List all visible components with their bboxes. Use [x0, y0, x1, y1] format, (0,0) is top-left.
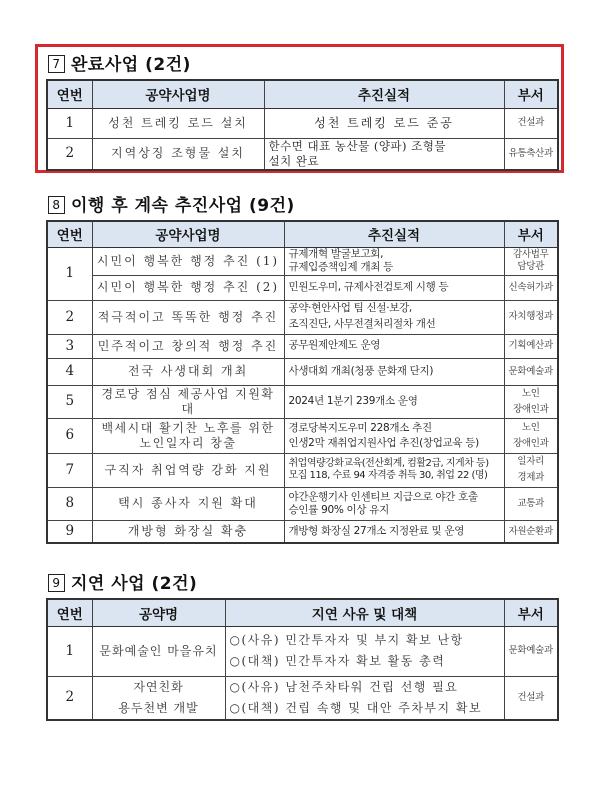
- project-name: 전국 사생대회 개최: [92, 358, 284, 385]
- project-name: 민주적이고 창의적 행정 추진: [92, 334, 284, 358]
- table-header: [47, 599, 558, 626]
- project-dept: 문화예술과: [504, 626, 558, 676]
- row-no: 2: [47, 300, 92, 334]
- ongoing-projects-table: [46, 220, 559, 544]
- project-result: 민원도우미, 규제사전검토제 시행 등: [284, 275, 504, 300]
- result-line: 모집 118, 수료 94 자격증 취득 30, 취업 22 (명): [288, 470, 488, 482]
- table-row: [47, 626, 558, 676]
- name-line: 노인일자리 창출: [139, 435, 237, 450]
- row-no: 1: [47, 626, 92, 676]
- table-row: [47, 487, 558, 520]
- reason-line: ○(사유) 민간투자자 및 부지 확보 난항: [229, 633, 464, 647]
- section-7-title-text: 완료사업 (2건): [71, 55, 191, 75]
- table-header: [47, 221, 558, 247]
- project-dept: 신속허가과: [504, 275, 558, 300]
- section-9-number-box: 9: [48, 574, 65, 592]
- header-name: 공약사업명: [92, 80, 264, 108]
- row-no: 3: [47, 334, 92, 358]
- name-line: 자연친화: [133, 679, 184, 694]
- project-name: 문화예술인 마을유치: [92, 626, 225, 676]
- delayed-projects-table: [46, 598, 559, 721]
- table-row: [47, 520, 558, 543]
- project-result: 개방형 화장실 27개소 지정완료 및 운영: [284, 520, 504, 543]
- dept-line: 노인: [521, 421, 540, 433]
- section-8-title: [48, 191, 295, 216]
- dept-line: 장애인과: [512, 403, 549, 415]
- table-row: [47, 676, 558, 720]
- row-no: 8: [47, 487, 92, 520]
- table-row: [47, 108, 558, 138]
- dept-line: 노인: [521, 387, 540, 399]
- project-name: 시민이 행복한 행정 추진 (2): [92, 275, 284, 300]
- table-row: [47, 418, 558, 453]
- header-no: 연번: [47, 80, 92, 108]
- section-9-title: [48, 569, 197, 594]
- table-row: [47, 453, 558, 487]
- project-result: [264, 138, 504, 170]
- project-result: [284, 453, 504, 487]
- reason-line: ○(사유) 남천주차타워 건립 선행 필요: [229, 679, 459, 694]
- section-9-title-text: 지연 사업 (2건): [71, 574, 198, 594]
- table-header: [47, 80, 558, 108]
- header-name: 공약사업명: [92, 221, 284, 247]
- project-dept: [504, 385, 558, 418]
- header-dept: 부서: [504, 221, 558, 247]
- row-no: 2: [47, 138, 92, 170]
- dept-line: 경제과: [517, 472, 545, 484]
- table-row: [47, 385, 558, 418]
- row-no: 4: [47, 358, 92, 385]
- project-name: [92, 676, 225, 720]
- section-8-number-box: 8: [48, 196, 65, 214]
- name-line: 백세시대 활기찬 노후를 위한: [101, 420, 275, 435]
- result-line: 승인률 90% 이상 유지: [288, 503, 389, 516]
- project-result: [284, 300, 504, 334]
- header-result: 추진실적: [264, 80, 504, 108]
- section-7-number-box: 7: [48, 55, 65, 73]
- delay-reason: [225, 676, 504, 720]
- table-row: [47, 138, 558, 170]
- row-no: 2: [47, 676, 92, 720]
- header-delay-reason: 지연 사유 및 대책: [225, 599, 504, 626]
- header-dept: 부서: [504, 599, 558, 626]
- project-result: 성천 트레킹 로드 준공: [264, 108, 504, 138]
- result-line: 경로당복지도우미 228개소 추진: [288, 421, 432, 434]
- table-row: [47, 334, 558, 358]
- project-result: [284, 418, 504, 453]
- project-dept: 교통과: [504, 487, 558, 520]
- project-name: 경로당 점심 제공사업 지원확대: [92, 385, 284, 418]
- section-8-title-text: 이행 후 계속 추진사업 (9건): [71, 196, 295, 216]
- table-row: [47, 300, 558, 334]
- project-dept: [504, 247, 558, 275]
- project-result: [284, 487, 504, 520]
- row-no: 5: [47, 385, 92, 418]
- result-line: 야간운행기사 인센티브 지급으로 야간 호출: [288, 490, 478, 503]
- countermeasure-line: ○(대책) 건립 속행 및 대안 주차부지 확보: [229, 700, 483, 715]
- result-line: 취업역량강화교육(전산회계, 컴활2급, 지게차 등): [288, 457, 489, 469]
- project-dept: [504, 418, 558, 453]
- project-name: 구직자 취업역량 강화 지원: [92, 453, 284, 487]
- project-name: 택시 종사자 지원 확대: [92, 487, 284, 520]
- table-row: [47, 247, 558, 275]
- result-line: 조직진단, 사무전결처리절차 개선: [288, 318, 436, 330]
- header-dept: 부서: [504, 80, 558, 108]
- result-line: 규제입증책임제 개최 등: [288, 261, 394, 273]
- project-name: [92, 418, 284, 453]
- project-dept: 자원순환과: [504, 520, 558, 543]
- project-result: 사생대회 개최(청풍 문화재 단지): [284, 358, 504, 385]
- table-row: [47, 275, 558, 300]
- row-no: 1: [47, 247, 92, 300]
- dept-line: 장애인과: [512, 437, 549, 449]
- project-dept: [504, 453, 558, 487]
- header-no: 연번: [47, 221, 92, 247]
- countermeasure-line: ○(대책) 민간투자자 확보 활동 총력: [229, 654, 446, 668]
- project-result: [284, 247, 504, 275]
- project-name: 개방형 화장실 확충: [92, 520, 284, 543]
- project-name: 시민이 행복한 행정 추진 (1): [92, 247, 284, 275]
- name-line: 용두천변 개발: [118, 700, 199, 715]
- row-no: 1: [47, 108, 92, 138]
- project-name: 성천 트레킹 로드 설치: [92, 108, 264, 138]
- result-line: 인생2막 재취업지원사업 추진(창업교육 등): [288, 436, 479, 449]
- project-result: 공무원제안제도 운영: [284, 334, 504, 358]
- result-line: 한수면 대표 농산물 (양파) 조형물: [268, 139, 447, 154]
- result-line: 설치 완료: [268, 153, 320, 168]
- project-dept: 건설과: [504, 108, 558, 138]
- project-dept: 건설과: [504, 676, 558, 720]
- row-no: 6: [47, 418, 92, 453]
- project-dept: 유통축산과: [504, 138, 558, 170]
- header-name: 공약명: [92, 599, 225, 626]
- project-dept: 자치행정과: [504, 300, 558, 334]
- project-name: 적극적이고 똑똑한 행정 추진: [92, 300, 284, 334]
- delay-reason: [225, 626, 504, 676]
- dept-line: 일자리: [517, 456, 545, 468]
- dept-line: 감사법무: [512, 249, 549, 261]
- table-row: [47, 358, 558, 385]
- row-no: 9: [47, 520, 92, 543]
- result-line: 규제개혁 발굴보고회,: [288, 247, 384, 260]
- project-result: 2024년 1분기 239개소 운영: [284, 385, 504, 418]
- row-no: 7: [47, 453, 92, 487]
- section-7-title: [48, 50, 191, 75]
- result-line: 공약·현안사업 팀 신설·보강,: [288, 302, 412, 315]
- header-no: 연번: [47, 599, 92, 626]
- dept-line: 담당관: [517, 261, 545, 272]
- project-dept: 기획예산과: [504, 334, 558, 358]
- header-result: 추진실적: [284, 221, 504, 247]
- project-dept: 문화예술과: [504, 358, 558, 385]
- project-name: 지역상징 조형물 설치: [92, 138, 264, 170]
- completed-projects-table: [46, 79, 559, 171]
